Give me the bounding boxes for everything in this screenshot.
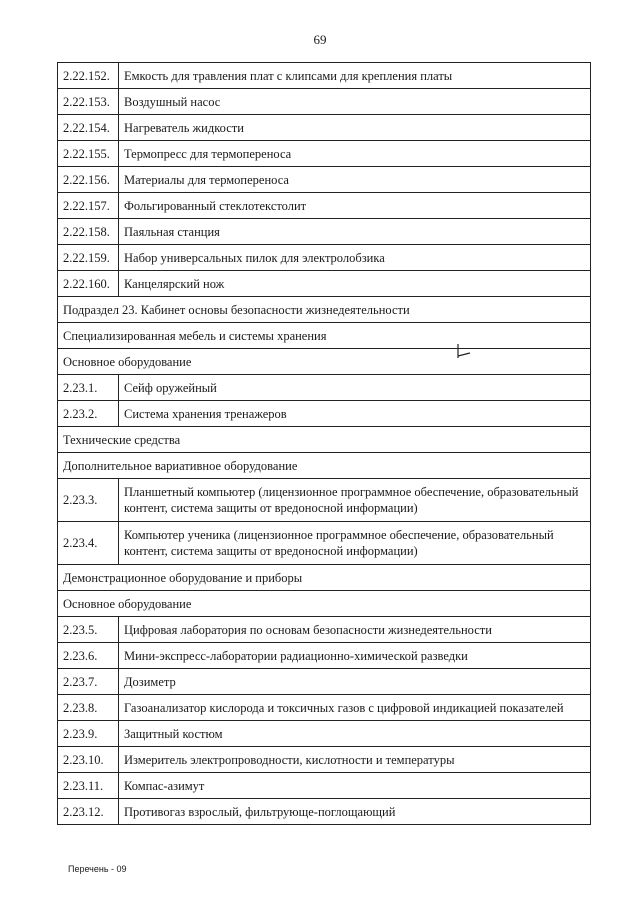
section-row bbox=[58, 349, 591, 375]
item-name: Компас-азимут bbox=[119, 773, 591, 799]
section-heading: Демонстрационное оборудование и приборы bbox=[58, 565, 591, 591]
item-name: Газоанализатор кислорода и токсичных газов с цифровой индикацией показателей bbox=[119, 695, 591, 721]
item-number: 2.23.11. bbox=[58, 773, 119, 799]
item-name: Воздушный насос bbox=[119, 89, 591, 115]
section-heading: Специализированная мебель и системы хранения bbox=[58, 323, 591, 349]
item-number: 2.22.154. bbox=[58, 115, 119, 141]
table-row bbox=[58, 721, 591, 747]
item-name: Набор универсальных пилок для электролобзика bbox=[119, 245, 591, 271]
table-row bbox=[58, 271, 591, 297]
table-row bbox=[58, 245, 591, 271]
table-row bbox=[58, 773, 591, 799]
item-name: Компьютер ученика (лицензионное программное обеспечение, образовательный контент, система защиты от вредоносной информации) bbox=[119, 522, 591, 565]
item-name: Дозиметр bbox=[119, 669, 591, 695]
table-row bbox=[58, 669, 591, 695]
item-number: 2.22.156. bbox=[58, 167, 119, 193]
table-row bbox=[58, 617, 591, 643]
item-number: 2.23.9. bbox=[58, 721, 119, 747]
item-number: 2.22.152. bbox=[58, 63, 119, 89]
item-number: 2.23.12. bbox=[58, 799, 119, 825]
section-row bbox=[58, 565, 591, 591]
item-number: 2.22.157. bbox=[58, 193, 119, 219]
section-heading: Основное оборудование bbox=[58, 591, 591, 617]
handwritten-mark bbox=[455, 343, 473, 361]
item-number: 2.22.159. bbox=[58, 245, 119, 271]
table-row bbox=[58, 219, 591, 245]
item-name: Мини-экспресс-лаборатории радиационно-химической разведки bbox=[119, 643, 591, 669]
table-row bbox=[58, 522, 591, 565]
table-row bbox=[58, 747, 591, 773]
table-row bbox=[58, 643, 591, 669]
footer-label: Перечень - 09 bbox=[68, 864, 127, 874]
table-row bbox=[58, 115, 591, 141]
item-number: 2.23.3. bbox=[58, 479, 119, 522]
table-row bbox=[58, 63, 591, 89]
section-heading: Подраздел 23. Кабинет основы безопасности жизнедеятельности bbox=[58, 297, 591, 323]
item-number: 2.23.6. bbox=[58, 643, 119, 669]
section-row bbox=[58, 427, 591, 453]
section-row bbox=[58, 591, 591, 617]
item-name: Защитный костюм bbox=[119, 721, 591, 747]
item-name: Фольгированный стеклотекстолит bbox=[119, 193, 591, 219]
section-row bbox=[58, 453, 591, 479]
item-number: 2.23.4. bbox=[58, 522, 119, 565]
table-row bbox=[58, 193, 591, 219]
table-row bbox=[58, 375, 591, 401]
table-row bbox=[58, 141, 591, 167]
section-heading: Технические средства bbox=[58, 427, 591, 453]
section-row bbox=[58, 323, 591, 349]
item-number: 2.22.160. bbox=[58, 271, 119, 297]
section-row bbox=[58, 297, 591, 323]
item-number: 2.22.153. bbox=[58, 89, 119, 115]
equipment-table-body bbox=[58, 63, 591, 825]
item-name: Цифровая лаборатория по основам безопасности жизнедеятельности bbox=[119, 617, 591, 643]
item-number: 2.22.155. bbox=[58, 141, 119, 167]
item-name: Система хранения тренажеров bbox=[119, 401, 591, 427]
item-number: 2.23.2. bbox=[58, 401, 119, 427]
item-name: Нагреватель жидкости bbox=[119, 115, 591, 141]
item-number: 2.23.10. bbox=[58, 747, 119, 773]
item-number: 2.23.8. bbox=[58, 695, 119, 721]
item-name: Сейф оружейный bbox=[119, 375, 591, 401]
item-number: 2.23.7. bbox=[58, 669, 119, 695]
table-row bbox=[58, 167, 591, 193]
section-heading: Дополнительное вариативное оборудование bbox=[58, 453, 591, 479]
table-row bbox=[58, 799, 591, 825]
item-number: 2.23.1. bbox=[58, 375, 119, 401]
table-row bbox=[58, 401, 591, 427]
item-name: Емкость для травления плат с клипсами для крепления платы bbox=[119, 63, 591, 89]
item-name: Термопресс для термопереноса bbox=[119, 141, 591, 167]
item-number: 2.23.5. bbox=[58, 617, 119, 643]
table-row bbox=[58, 695, 591, 721]
equipment-table bbox=[57, 62, 591, 825]
item-number: 2.22.158. bbox=[58, 219, 119, 245]
item-name: Паяльная станция bbox=[119, 219, 591, 245]
table-row bbox=[58, 89, 591, 115]
table-row bbox=[58, 479, 591, 522]
item-name: Планшетный компьютер (лицензионное программное обеспечение, образовательный контент, система защиты от вредоносной информации) bbox=[119, 479, 591, 522]
item-name: Канцелярский нож bbox=[119, 271, 591, 297]
section-heading: Основное оборудование bbox=[58, 349, 591, 375]
item-name: Противогаз взрослый, фильтрующе-поглощающий bbox=[119, 799, 591, 825]
item-name: Измеритель электропроводности, кислотности и температуры bbox=[119, 747, 591, 773]
page-number: 69 bbox=[313, 32, 327, 47]
item-name: Материалы для термопереноса bbox=[119, 167, 591, 193]
